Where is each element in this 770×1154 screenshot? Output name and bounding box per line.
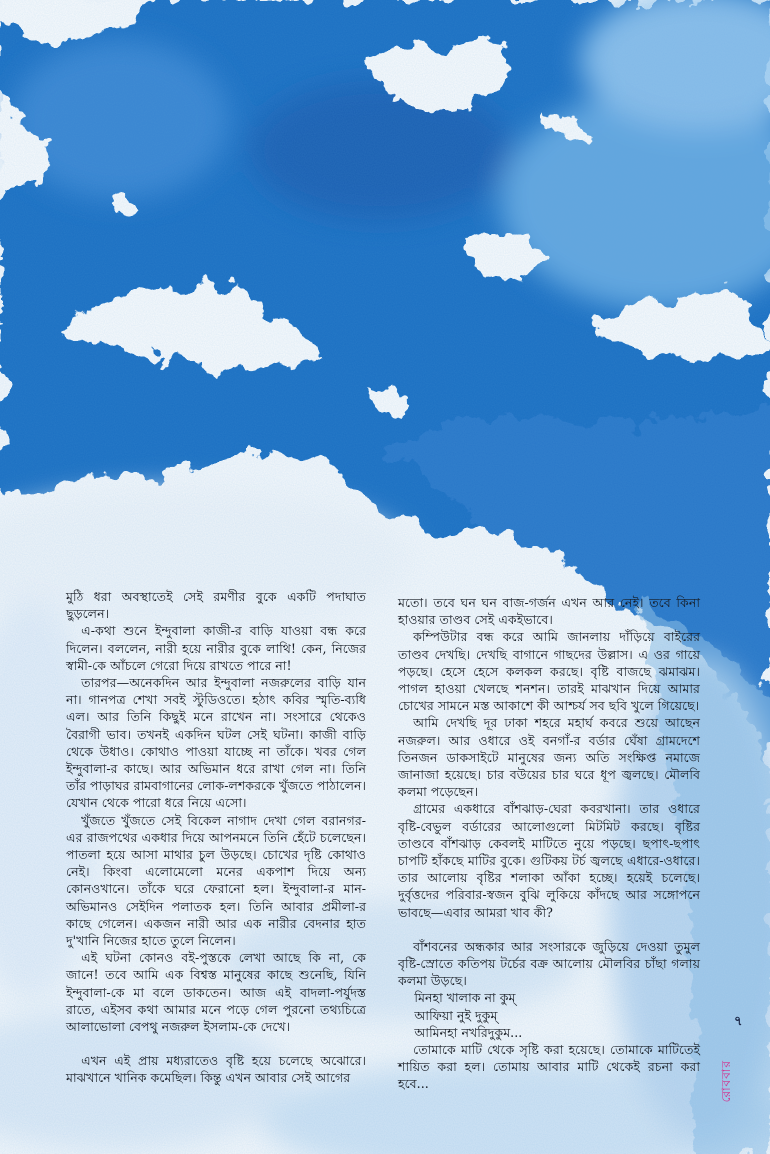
verse-line: আমিনহা নখরিদুকুম... [414,1024,523,1040]
verse-line: আফিয়া নুই দুকুম্ [414,1007,498,1023]
paragraph: এখন এই প্রায় মধ্যরাতেও বৃষ্টি হয়ে চলেছে অঝোরে। মাঝখানে খানিক কমেছিল। কিন্তু এখন আবার সেই আগের [66,1053,366,1086]
paragraph: তারপর—অনেকদিন আর ইন্দুবালা নজরুলের বাড়ি যান না। গানপত্র শেখা সবই স্টুডিওতে। হঠাৎ কবির স্মৃতি-ব্যধি এল। আর তিনি কিছুই মনে রাখেন না। সংসারে থেকেও বৈরাগী ভাব। তখনই একদিন ঘটল সেই ঘটনা। কাজী বাড়ি থেকে উধাও। কোথাও পাওয়া যাচ্ছে না তাঁকে। খবর গেল ইন্দুবালা-র কাছে। আর অভিমান ধরে রাখা গেল না। তিনি তাঁর পাড়াঘর রামবাগানের লোক-লশকরকে খুঁজতে পাঠালেন। যেখান থেকে পারো ধরে নিয়ে এসো। [66,675,366,811]
paragraph: গ্রামের একধারে বাঁশঝাড়-ঘেরা কবরখানা। তার ওধারে বৃষ্টি-বেভুল বর্ডারের আলোগুলো মিটমিট করছে। বৃষ্টির তাণ্ডবে বাঁশঝাড় কেবলই মাটিতে নুয়ে পড়ছে। ছপাৎ-ছপাৎ চাপটি হাঁকছে মাটির বুকে। গুটিকয় টর্চ জ্বলছে এধারে-ওধারে। তার আলোয় বৃষ্টির শলাকা আঁকা হচ্ছে। হয়েই চলেছে। দুর্বৃত্তদের পরিবার-স্বজন বুঝি লুকিয়ে কাঁদছে আর সঙ্গোপনে ভাবছে—এবার আমরা খাব কী? [398,801,700,920]
paragraph: তোমাকে মাটি থেকে সৃষ্টি করা হয়েছে। তোমাকে মাটিতেই শায়িত করা হল। তোমায় আবার মাটি থেকেই রচনা করা হবে... [398,1042,700,1092]
paragraph: আমি দেখছি দূর ঢাকা শহরে মহার্ঘ কবরে শুয়ে আছেন নজরুল। আর ওধারে ওই বনগাঁ-র বর্ডার ঘেঁষা গ্রামদেশে তিনজন ডাকসাইটে মানুষের জন্য অতি সংক্ষিপ্ত নমাজে জানাজা হয়েছে। চার বউয়ের চার ঘরে ধূপ জ্বলছে। মৌলবি কলমা পড়েছেন। [398,715,700,800]
paragraph: খুঁজতে খুঁজতে সেই বিকেল নাগাদ দেখা গেল বরানগর-এর রাজপথের একধার দিয়ে আপনমনে তিনি হেঁটে চলেছেন। পাতলা হয়ে আসা মাথার চুল উড়ছে। চোখের দৃষ্টি কোথাও নেই। কিংবা এলোমেলো মনের একপাশ দিয়ে অন্য কোনওখানে। তাঁকে ঘরে ফেরানো হল। ইন্দুবালা-র মান-অভিমানও সেইদিন পলাতক হল। তিনি আবার প্রমীলা-র কাছে গেলেন। একজন নারী আর এক নারীর বেদনার হাত দু'খানি নিজের হাতে তুলে নিলেন। [66,812,366,949]
left-column [66,588,366,1087]
paragraph: এই ঘটনা কোনও বই-পুস্তকে লেখা আছে কি না, কে জানে! তবে আমি এক বিশ্বস্ত মানুষের কাছে শুনেছি, যিনি ইন্দুবালা-কে মা বলে ডাকতেন। আজ এই বাদলা-পর্যুদস্ত রাতে, এইসব কথা আমার মনে পড়ে গেল পুরনো তথ্যচিত্রে আলাভোলা বেপথু নজরুল ইসলাম-কে দেখে। [66,950,366,1035]
paragraph: কম্পিউটার বন্ধ করে আমি জানলায় দাঁড়িয়ে বাইরের তাণ্ডব দেখছি। দেখছি বাগানে গাছদের উল্লাস। এ ওর গায়ে পড়ছে। হেসে হেসে কলকল করছে। বৃষ্টি বাজছে ঝমাঝম। পাগল হাওয়া খেলছে শনশন। তারই মাঝখান দিয়ে আমার চোখের সামনে মস্ত আকাশে কী আশ্চর্য সব ছবি খুলে গিয়েছে। [398,629,700,714]
right-column [398,594,700,1093]
paragraph: এ-কথা শুনে ইন্দুবালা কাজী-র বাড়ি যাওয়া বন্ধ করে দিলেন। বললেন, নারী হয়ে নারীর বুকে লাথি! কেন, নিজের স্বামী-কে আঁচলে গেরো দিয়ে রাখতে পারে না! [66,623,366,673]
page-number: ৭ [734,1014,743,1029]
paragraph: মুঠি ধরা অবস্থাতেই সেই রমণীর বুকে একটি পদাঘাত ছুড়লেন। [66,589,366,622]
paragraph: মতো। তবে ঘন ঘন বাজ-গর্জন এখন আর নেই। তবে কিনা হাওয়ার তাণ্ডব সেই একইভাবে। [398,595,700,628]
magazine-name: রোববার [719,1060,733,1103]
verse-line: মিনহা খালাক না কুম্ [414,990,516,1006]
paragraph: বাঁশবনের অন্ধকার আর সংসারকে জুড়িয়ে দেওয়া তুমুল বৃষ্টি-স্রোতে কতিপয় টর্চের বক্র আলোয় মৌলবির চাঁছা গলায় কলমা উড়ছে। [398,938,700,989]
